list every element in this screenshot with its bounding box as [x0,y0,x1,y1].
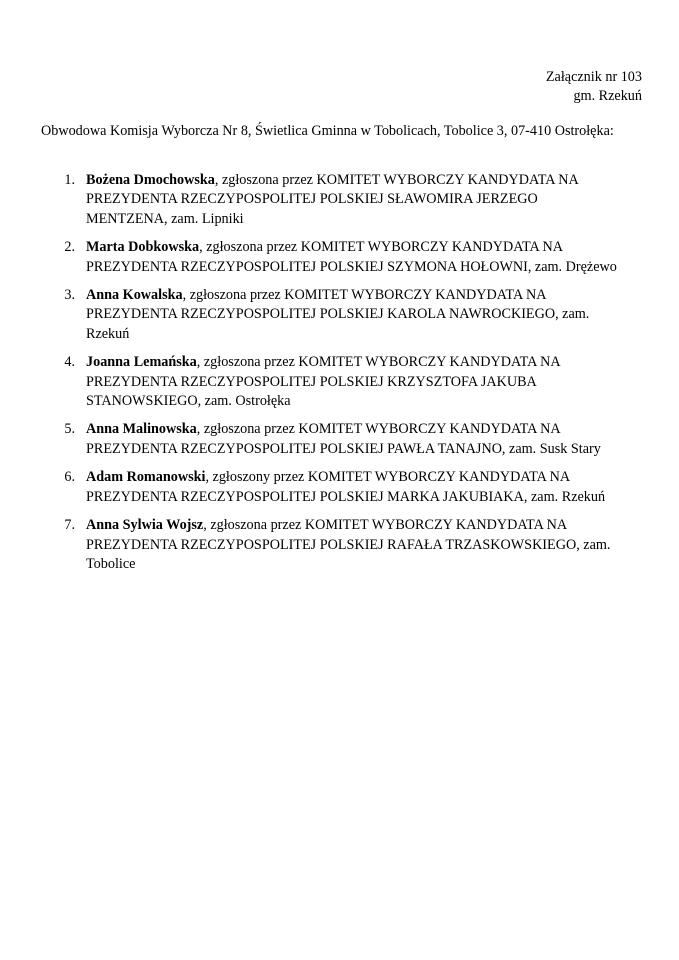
document-header [546,68,642,106]
candidate-nomination-text: , zgłoszona przez KOMITET WYBORCZY KANDYDATA NA PREZYDENTA RZECZYPOSPOLITEJ POLSKIEJ SZYMONA HOŁOWNI, zam. Drężewo [86,239,617,275]
candidate-list-item [0,286,679,344]
candidate-list-item [0,171,679,229]
candidate-number: 1. [64,172,75,188]
candidate-list-item [0,420,679,459]
candidate-list [0,171,679,574]
candidate-number: 3. [64,287,75,304]
candidate-number: 2. [64,239,75,256]
candidate-nomination-text: , zgłoszona przez KOMITET WYBORCZY KANDYDATA NA PREZYDENTA RZECZYPOSPOLITEJ POLSKIEJ PAWŁA TANAJNO, zam. Susk Stary [86,421,601,457]
candidate-name: Marta Dobkowska [86,239,200,256]
candidate-nomination-text: , zgłoszona przez KOMITET WYBORCZY KANDYDATA NA PREZYDENTA RZECZYPOSPOLITEJ POLSKIEJ KAROLA NAWROCKIEGO, zam. Rzekuń [86,287,590,342]
candidate-name: Joanna Lemańska [86,354,197,371]
municipality-name: gm. Rzekuń [573,88,642,104]
candidate-list-item [0,353,679,411]
candidate-name: Bożena Dmochowska [86,172,215,188]
candidate-name: Anna Kowalska [86,287,183,304]
candidate-nomination-text: , zgłoszona przez KOMITET WYBORCZY KANDYDATA NA PREZYDENTA RZECZYPOSPOLITEJ POLSKIEJ RAFAŁA TRZASKOWSKIEGO, zam. Tobolice [86,517,611,572]
candidate-name: Adam Romanowski [86,469,206,486]
candidate-number: 6. [64,469,75,486]
attachment-number: Załącznik nr 103 [545,69,642,85]
committee-heading: Obwodowa Komisja Wyborcza Nr 8, Świetlica Gminna w Tobolicach, Tobolice 3, 07-410 Ostrołęka: [41,123,614,139]
candidate-number: 5. [64,421,75,438]
candidate-number: 4. [64,354,75,371]
candidate-name: Anna Sylwia Wojsz [86,517,204,534]
candidate-nomination-text: , zgłoszona przez KOMITET WYBORCZY KANDYDATA NA PREZYDENTA RZECZYPOSPOLITEJ POLSKIEJ KRZYSZTOFA JAKUBA STANOWSKIEGO, zam. Ostrołęka [86,354,560,410]
candidate-nomination-text: , zgłoszony przez KOMITET WYBORCZY KANDYDATA NA PREZYDENTA RZECZYPOSPOLITEJ POLSKIEJ MARKA JAKUBIAKA, zam. Rzekuń [86,469,606,505]
candidate-name: Anna Malinowska [86,421,197,438]
candidate-number: 7. [64,517,75,534]
candidate-list-item [0,238,679,277]
candidate-nomination-text: , zgłoszona przez KOMITET WYBORCZY KANDYDATA NA PREZYDENTA RZECZYPOSPOLITEJ POLSKIEJ SŁAWOMIRA JERZEGO MENTZENA, zam. Lipniki [86,172,578,227]
candidate-list-item [0,468,679,507]
candidate-list-item [0,516,679,574]
